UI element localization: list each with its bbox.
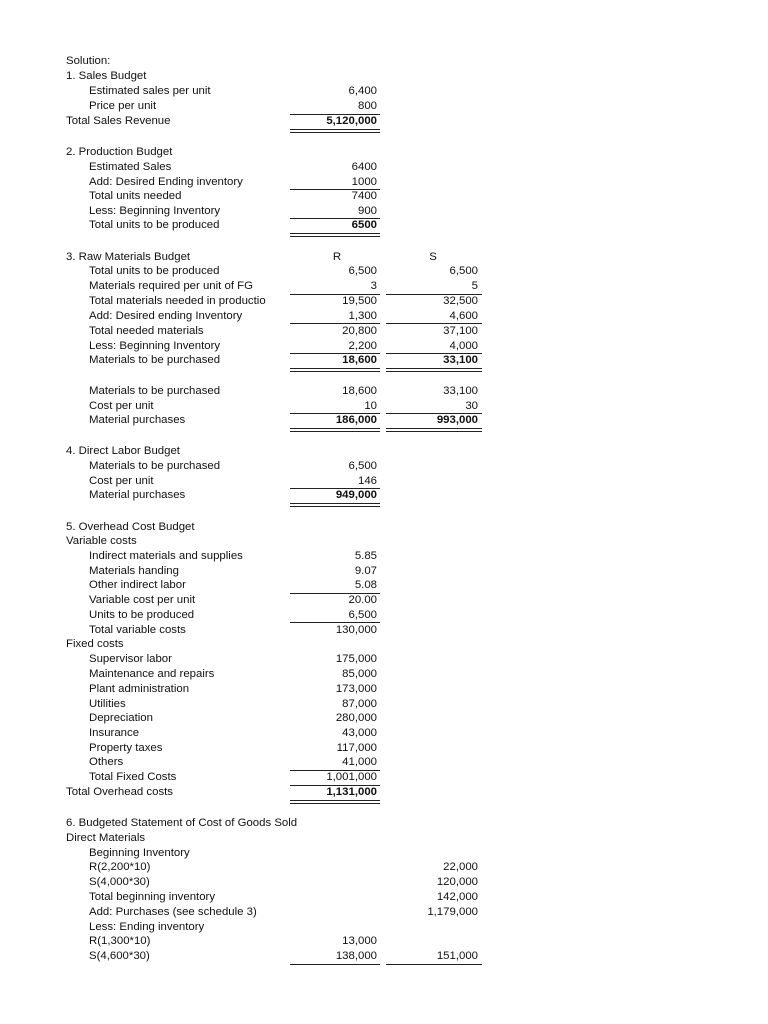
subsection-heading <box>0 831 768 846</box>
row-value-r: 10 <box>364 400 377 412</box>
table-row <box>0 488 768 503</box>
row-label: Cost per unit <box>89 400 154 412</box>
row-label: Variable cost per unit <box>89 594 196 606</box>
underline <box>386 964 482 965</box>
double-underline <box>386 368 482 372</box>
row-label: Estimated sales per unit <box>89 85 211 97</box>
table-row <box>0 459 768 474</box>
double-underline <box>290 368 380 372</box>
row-value: 1,131,000 <box>326 786 377 798</box>
row-value-s: 5 <box>471 280 478 292</box>
table-row <box>0 652 768 667</box>
table-row <box>0 726 768 741</box>
row-value: 5.08 <box>354 579 377 591</box>
subsection-heading <box>0 534 768 549</box>
table-row <box>0 309 768 324</box>
row-value: 280,000 <box>335 712 377 724</box>
row-value-b: 120,000 <box>436 876 478 888</box>
table-row <box>0 294 768 309</box>
section-heading <box>0 250 768 265</box>
table-row <box>0 860 768 875</box>
table-row <box>0 474 768 489</box>
row-value-s: 6,500 <box>449 265 478 277</box>
double-underline <box>290 428 380 432</box>
row-label: Less: Beginning Inventory <box>89 340 221 352</box>
table-row <box>0 279 768 294</box>
row-label: Insurance <box>89 727 140 739</box>
table-row <box>0 682 768 697</box>
row-label: Depreciation <box>89 712 153 724</box>
row-value: 87,000 <box>342 698 377 710</box>
row-value: 20.00 <box>348 594 377 606</box>
table-row <box>0 204 768 219</box>
row-value-r: 19,500 <box>342 295 377 307</box>
row-label: Total Sales Revenue <box>66 115 171 127</box>
table-row <box>0 384 768 399</box>
row-value-s: 4,000 <box>449 340 478 352</box>
table-row <box>0 593 768 608</box>
raw-heading: 3. Raw Materials Budget <box>66 251 191 263</box>
row-label: Cost per unit <box>89 475 154 487</box>
row-value-a: 138,000 <box>335 950 377 962</box>
table-row <box>0 770 768 785</box>
row-value: 1000 <box>351 176 377 188</box>
row-value-b: 1,179,000 <box>427 906 478 918</box>
row-value: 173,000 <box>335 683 377 695</box>
row-value-s: 37,100 <box>443 325 478 337</box>
row-label: Less: Ending inventory <box>89 921 205 933</box>
row-value: 1,001,000 <box>326 771 377 783</box>
row-value: 41,000 <box>342 756 377 768</box>
table-row <box>0 99 768 114</box>
row-label: Beginning Inventory <box>89 847 190 859</box>
table-row <box>0 84 768 99</box>
row-label: Materials required per unit of FG <box>89 280 253 292</box>
row-label: Units to be produced <box>89 609 195 621</box>
row-value: 146 <box>357 475 377 487</box>
row-label: Less: Beginning Inventory <box>89 205 221 217</box>
row-value: 6,500 <box>348 609 377 621</box>
variable-costs-heading: Variable costs <box>66 535 137 547</box>
row-label: Materials handing <box>89 565 179 577</box>
direct-materials-heading: Direct Materials <box>66 832 146 844</box>
page-title: Solution: <box>66 55 111 67</box>
table-row <box>0 578 768 593</box>
cogs-heading: 6. Budgeted Statement of Cost of Goods Sold <box>66 817 298 829</box>
row-value: 6,400 <box>348 85 377 97</box>
title-row <box>0 54 768 69</box>
double-underline <box>290 129 380 133</box>
table-row <box>0 189 768 204</box>
row-label: Plant administration <box>89 683 190 695</box>
row-value-r: 2,200 <box>348 340 377 352</box>
row-value-r: 18,600 <box>342 354 377 366</box>
table-row <box>0 160 768 175</box>
table-row <box>0 934 768 949</box>
underline <box>290 964 380 965</box>
table-row <box>0 905 768 920</box>
table-row <box>0 711 768 726</box>
row-label: Supervisor labor <box>89 653 172 665</box>
double-underline <box>290 233 380 237</box>
row-value-r: 20,800 <box>342 325 377 337</box>
row-label: Total needed materials <box>89 325 204 337</box>
table-row <box>0 608 768 623</box>
row-label: Total units to be produced <box>89 219 220 231</box>
production-heading: 2. Production Budget <box>66 146 173 158</box>
table-row <box>0 264 768 279</box>
double-underline <box>290 800 380 804</box>
row-value: 900 <box>357 205 377 217</box>
row-value-b: 151,000 <box>436 950 478 962</box>
row-value-r: 6,500 <box>348 265 377 277</box>
row-value-s: 33,100 <box>443 385 478 397</box>
table-row <box>0 741 768 756</box>
row-value-b: 22,000 <box>443 861 478 873</box>
row-value-r: 186,000 <box>335 414 377 426</box>
row-label: Total units needed <box>89 190 182 202</box>
row-value: 7400 <box>351 190 377 202</box>
table-row <box>0 875 768 890</box>
row-label: Total units to be produced <box>89 265 220 277</box>
row-value: 949,000 <box>335 489 377 501</box>
row-label: Material purchases <box>89 414 186 426</box>
table-row <box>0 175 768 190</box>
row-value-r: 1,300 <box>348 310 377 322</box>
labor-heading: 4. Direct Labor Budget <box>66 445 180 457</box>
row-value: 6,500 <box>348 460 377 472</box>
section-heading <box>0 145 768 160</box>
row-label: R(1,300*10) <box>89 935 151 947</box>
table-row <box>0 564 768 579</box>
row-label: Total materials needed in productio <box>89 295 266 307</box>
row-label: Total Fixed Costs <box>89 771 177 783</box>
table-row <box>0 413 768 428</box>
double-underline <box>290 503 380 507</box>
row-value: 130,000 <box>335 624 377 636</box>
table-row <box>0 218 768 233</box>
overhead-heading: 5. Overhead Cost Budget <box>66 521 195 533</box>
section-heading <box>0 444 768 459</box>
table-row <box>0 324 768 339</box>
row-label: R(2,200*10) <box>89 861 151 873</box>
row-value-s: 33,100 <box>443 354 478 366</box>
table-row <box>0 949 768 964</box>
row-label: Price per unit <box>89 100 157 112</box>
row-value: 5,120,000 <box>326 115 377 127</box>
row-label: S(4,600*30) <box>89 950 150 962</box>
table-row <box>0 890 768 905</box>
row-label: Material purchases <box>89 489 186 501</box>
section-heading <box>0 69 768 84</box>
row-label: Materials to be purchased <box>89 460 221 472</box>
table-row <box>0 846 768 861</box>
row-label: Materials to be purchased <box>89 385 221 397</box>
row-label: Add: Desired Ending inventory <box>89 176 243 188</box>
table-row <box>0 353 768 368</box>
column-header-s: S <box>429 251 437 263</box>
row-label: Total Overhead costs <box>66 786 173 798</box>
table-row <box>0 697 768 712</box>
row-value: 117,000 <box>336 742 377 754</box>
row-value: 800 <box>357 100 377 112</box>
subsection-heading <box>0 637 768 652</box>
row-label: Materials to be purchased <box>89 354 221 366</box>
row-label: Estimated Sales <box>89 161 172 173</box>
sales-heading: 1. Sales Budget <box>66 70 147 82</box>
row-value-r: 18,600 <box>342 385 377 397</box>
row-value: 175,000 <box>335 653 377 665</box>
table-row <box>0 667 768 682</box>
fixed-costs-heading: Fixed costs <box>66 638 124 650</box>
row-value: 6500 <box>351 219 377 231</box>
row-value-b: 142,000 <box>436 891 478 903</box>
table-row <box>0 399 768 414</box>
row-value-s: 993,000 <box>436 414 478 426</box>
row-label: Total beginning inventory <box>89 891 216 903</box>
row-label: Others <box>89 756 124 768</box>
row-label: Total variable costs <box>89 624 186 636</box>
table-row <box>0 623 768 638</box>
row-value: 43,000 <box>342 727 377 739</box>
row-value-a: 13,000 <box>342 935 377 947</box>
section-heading <box>0 816 768 831</box>
table-row <box>0 114 768 129</box>
table-row <box>0 339 768 354</box>
row-value-s: 4,600 <box>449 310 478 322</box>
row-label: Indirect materials and supplies <box>89 550 243 562</box>
row-label: Add: Purchases (see schedule 3) <box>89 906 257 918</box>
row-label: Other indirect labor <box>89 579 186 591</box>
row-value: 9.07 <box>354 565 377 577</box>
row-label: Property taxes <box>89 742 163 754</box>
row-value: 6400 <box>351 161 377 173</box>
double-underline <box>386 428 482 432</box>
row-label: Maintenance and repairs <box>89 668 215 680</box>
section-heading <box>0 520 768 535</box>
row-value-s: 32,500 <box>443 295 478 307</box>
table-row <box>0 920 768 935</box>
row-value-r: 3 <box>370 280 377 292</box>
row-value: 85,000 <box>342 668 377 680</box>
table-row <box>0 755 768 770</box>
row-label: S(4,000*30) <box>89 876 150 888</box>
row-value: 5.85 <box>354 550 377 562</box>
row-label: Utilities <box>89 698 126 710</box>
column-header-r: R <box>332 251 342 263</box>
table-row <box>0 785 768 800</box>
table-row <box>0 549 768 564</box>
row-label: Add: Desired ending Inventory <box>89 310 243 322</box>
row-value-s: 30 <box>465 400 478 412</box>
